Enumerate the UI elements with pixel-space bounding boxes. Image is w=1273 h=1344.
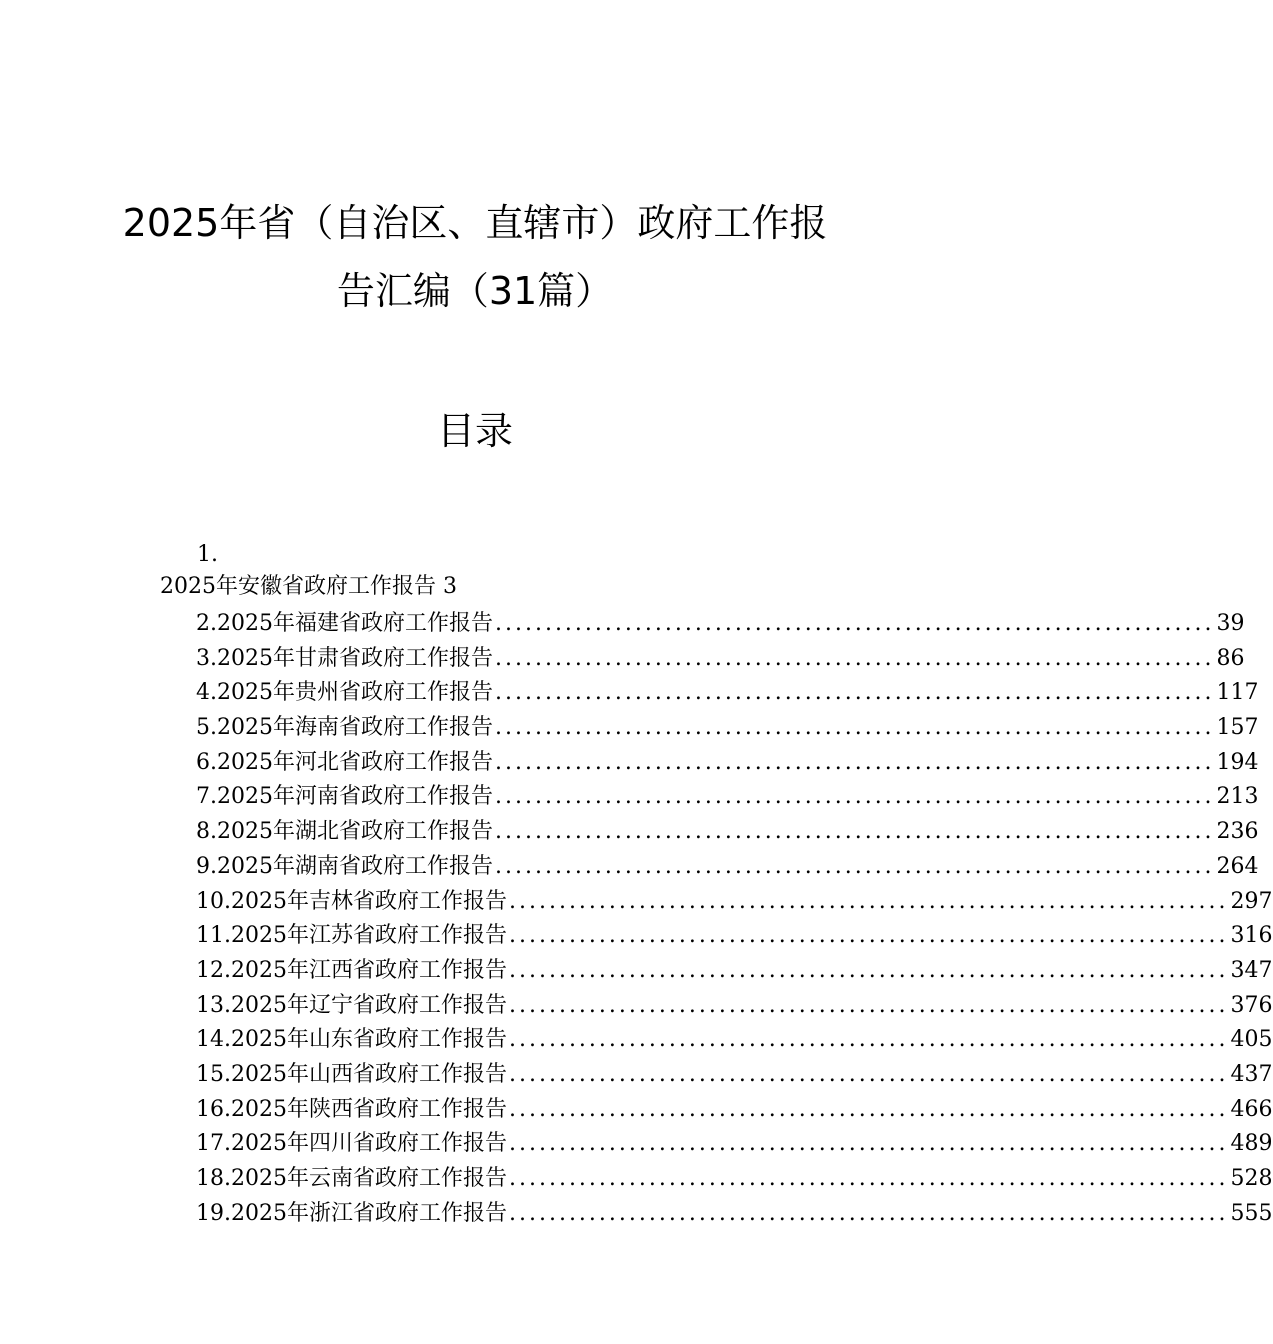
toc-entry-dot-leader: ........................................................................ <box>508 1061 1229 1087</box>
toc-entry-label: 2.2025年福建省政府工作报告 <box>196 611 493 636</box>
toc-entry[interactable] <box>196 1023 1273 1058</box>
toc-entry-label: 11.2025年江苏省政府工作报告 <box>196 923 507 949</box>
toc-entry-label: 4.2025年贵州省政府工作报告 <box>196 680 493 706</box>
toc-entry-label: 8.2025年湖北省政府工作报告 <box>196 819 493 845</box>
toc-entry-label: 6.2025年河北省政府工作报告 <box>196 749 493 775</box>
toc-entry[interactable] <box>196 1093 1273 1128</box>
toc-entry-label: 13.2025年辽宁省政府工作报告 <box>196 992 507 1018</box>
toc-entry[interactable] <box>196 746 1259 781</box>
toc-entry-label: 16.2025年陕西省政府工作报告 <box>196 1096 507 1122</box>
toc-entry[interactable] <box>196 676 1259 711</box>
toc-entry-dot-leader: ........................................................................ <box>508 1096 1229 1122</box>
toc-entry-label: 15.2025年山西省政府工作报告 <box>196 1061 507 1087</box>
toc-entry-dot-leader: ........................................................................ <box>494 715 1215 741</box>
toc-entry-label: 3.2025年甘肃省政府工作报告 <box>196 645 493 671</box>
toc-entry[interactable] <box>196 885 1273 920</box>
toc-entry-dot-leader: ........................................................................ <box>508 923 1229 949</box>
toc-entry-dot-leader: ........................................................................ <box>494 749 1215 775</box>
toc-entry-dot-leader: ........................................................................ <box>494 611 1215 636</box>
toc-entry[interactable] <box>196 1162 1273 1197</box>
toc-entry[interactable] <box>196 919 1273 954</box>
toc-entry[interactable] <box>196 711 1259 746</box>
toc-entry-label: 19.2025年浙江省政府工作报告 <box>196 1200 507 1226</box>
toc-entry[interactable] <box>196 989 1273 1024</box>
toc-entry-label: 12.2025年江西省政府工作报告 <box>196 957 507 983</box>
toc-entry-label: 18.2025年云南省政府工作报告 <box>196 1166 507 1191</box>
toc-entry-label: 5.2025年海南省政府工作报告 <box>196 715 493 741</box>
toc-entry-page-number: 405 <box>1230 1027 1273 1053</box>
toc-entry-page-number: 528 <box>1230 1166 1273 1191</box>
toc-entry[interactable] <box>196 850 1259 885</box>
toc-entry[interactable] <box>196 1127 1273 1162</box>
toc-entry-dot-leader: ........................................................................ <box>494 645 1215 671</box>
toc-entry-dot-leader: ........................................................................ <box>508 1166 1229 1191</box>
toc-entry-page-number: 264 <box>1216 853 1259 879</box>
toc-entry-dot-leader: ........................................................................ <box>508 957 1229 983</box>
toc-entry-dot-leader: ........................................................................ <box>508 888 1229 914</box>
toc-entry-label: 14.2025年山东省政府工作报告 <box>196 1027 507 1053</box>
toc-entry-dot-leader: ........................................................................ <box>508 1200 1229 1226</box>
toc-entry-page-number: 489 <box>1230 1131 1273 1157</box>
toc-entry-page-number: 297 <box>1230 888 1273 914</box>
toc-entry-dot-leader: ........................................................................ <box>508 1131 1229 1157</box>
toc-entry-list <box>196 607 1273 1231</box>
toc-entry[interactable] <box>196 1197 1273 1232</box>
toc-entry-page-number: 466 <box>1230 1096 1273 1122</box>
toc-entry-page-number: 437 <box>1230 1061 1273 1087</box>
toc-entry-dot-leader: ........................................................................ <box>494 853 1215 879</box>
toc-entry-page-number: 39 <box>1216 611 1245 636</box>
document-title-line-2: 告汇编（31篇） <box>336 269 614 313</box>
toc-entry-dot-leader: ........................................................................ <box>494 819 1215 845</box>
document-title-line-1: 2025年省（自治区、直辖市）政府工作报 <box>122 201 828 245</box>
toc-entry-page-number: 236 <box>1216 819 1259 845</box>
toc-entry-dot-leader: ........................................................................ <box>508 992 1229 1018</box>
toc-entry-page-number: 347 <box>1230 957 1273 983</box>
toc-entry[interactable] <box>196 1058 1273 1093</box>
toc-entry-page-number: 194 <box>1216 749 1259 775</box>
toc-first-entry-text[interactable]: 2025年安徽省政府工作报告 3 <box>160 574 457 599</box>
toc-entry-page-number: 316 <box>1230 923 1273 949</box>
toc-entry[interactable] <box>196 954 1273 989</box>
toc-entry-page-number: 117 <box>1216 680 1259 706</box>
toc-entry-page-number: 86 <box>1216 645 1245 671</box>
toc-entry-page-number: 555 <box>1230 1200 1273 1226</box>
toc-entry[interactable] <box>196 780 1259 815</box>
toc-entry-label: 17.2025年四川省政府工作报告 <box>196 1131 507 1157</box>
toc-entry[interactable] <box>196 642 1245 677</box>
toc-entry-label: 7.2025年河南省政府工作报告 <box>196 784 493 810</box>
toc-first-entry-number[interactable]: 1. <box>197 542 218 567</box>
toc-entry-page-number: 157 <box>1216 715 1259 741</box>
toc-entry[interactable] <box>196 815 1259 850</box>
toc-entry-page-number: 376 <box>1230 992 1273 1018</box>
toc-entry-dot-leader: ........................................................................ <box>494 784 1215 810</box>
toc-entry-label: 10.2025年吉林省政府工作报告 <box>196 888 507 914</box>
toc-entry[interactable] <box>196 607 1245 642</box>
toc-heading: 目录 <box>436 409 513 453</box>
toc-entry-dot-leader: ........................................................................ <box>508 1027 1229 1053</box>
toc-entry-dot-leader: ........................................................................ <box>494 680 1215 706</box>
toc-entry-page-number: 213 <box>1216 784 1259 810</box>
toc-entry-label: 9.2025年湖南省政府工作报告 <box>196 853 493 879</box>
